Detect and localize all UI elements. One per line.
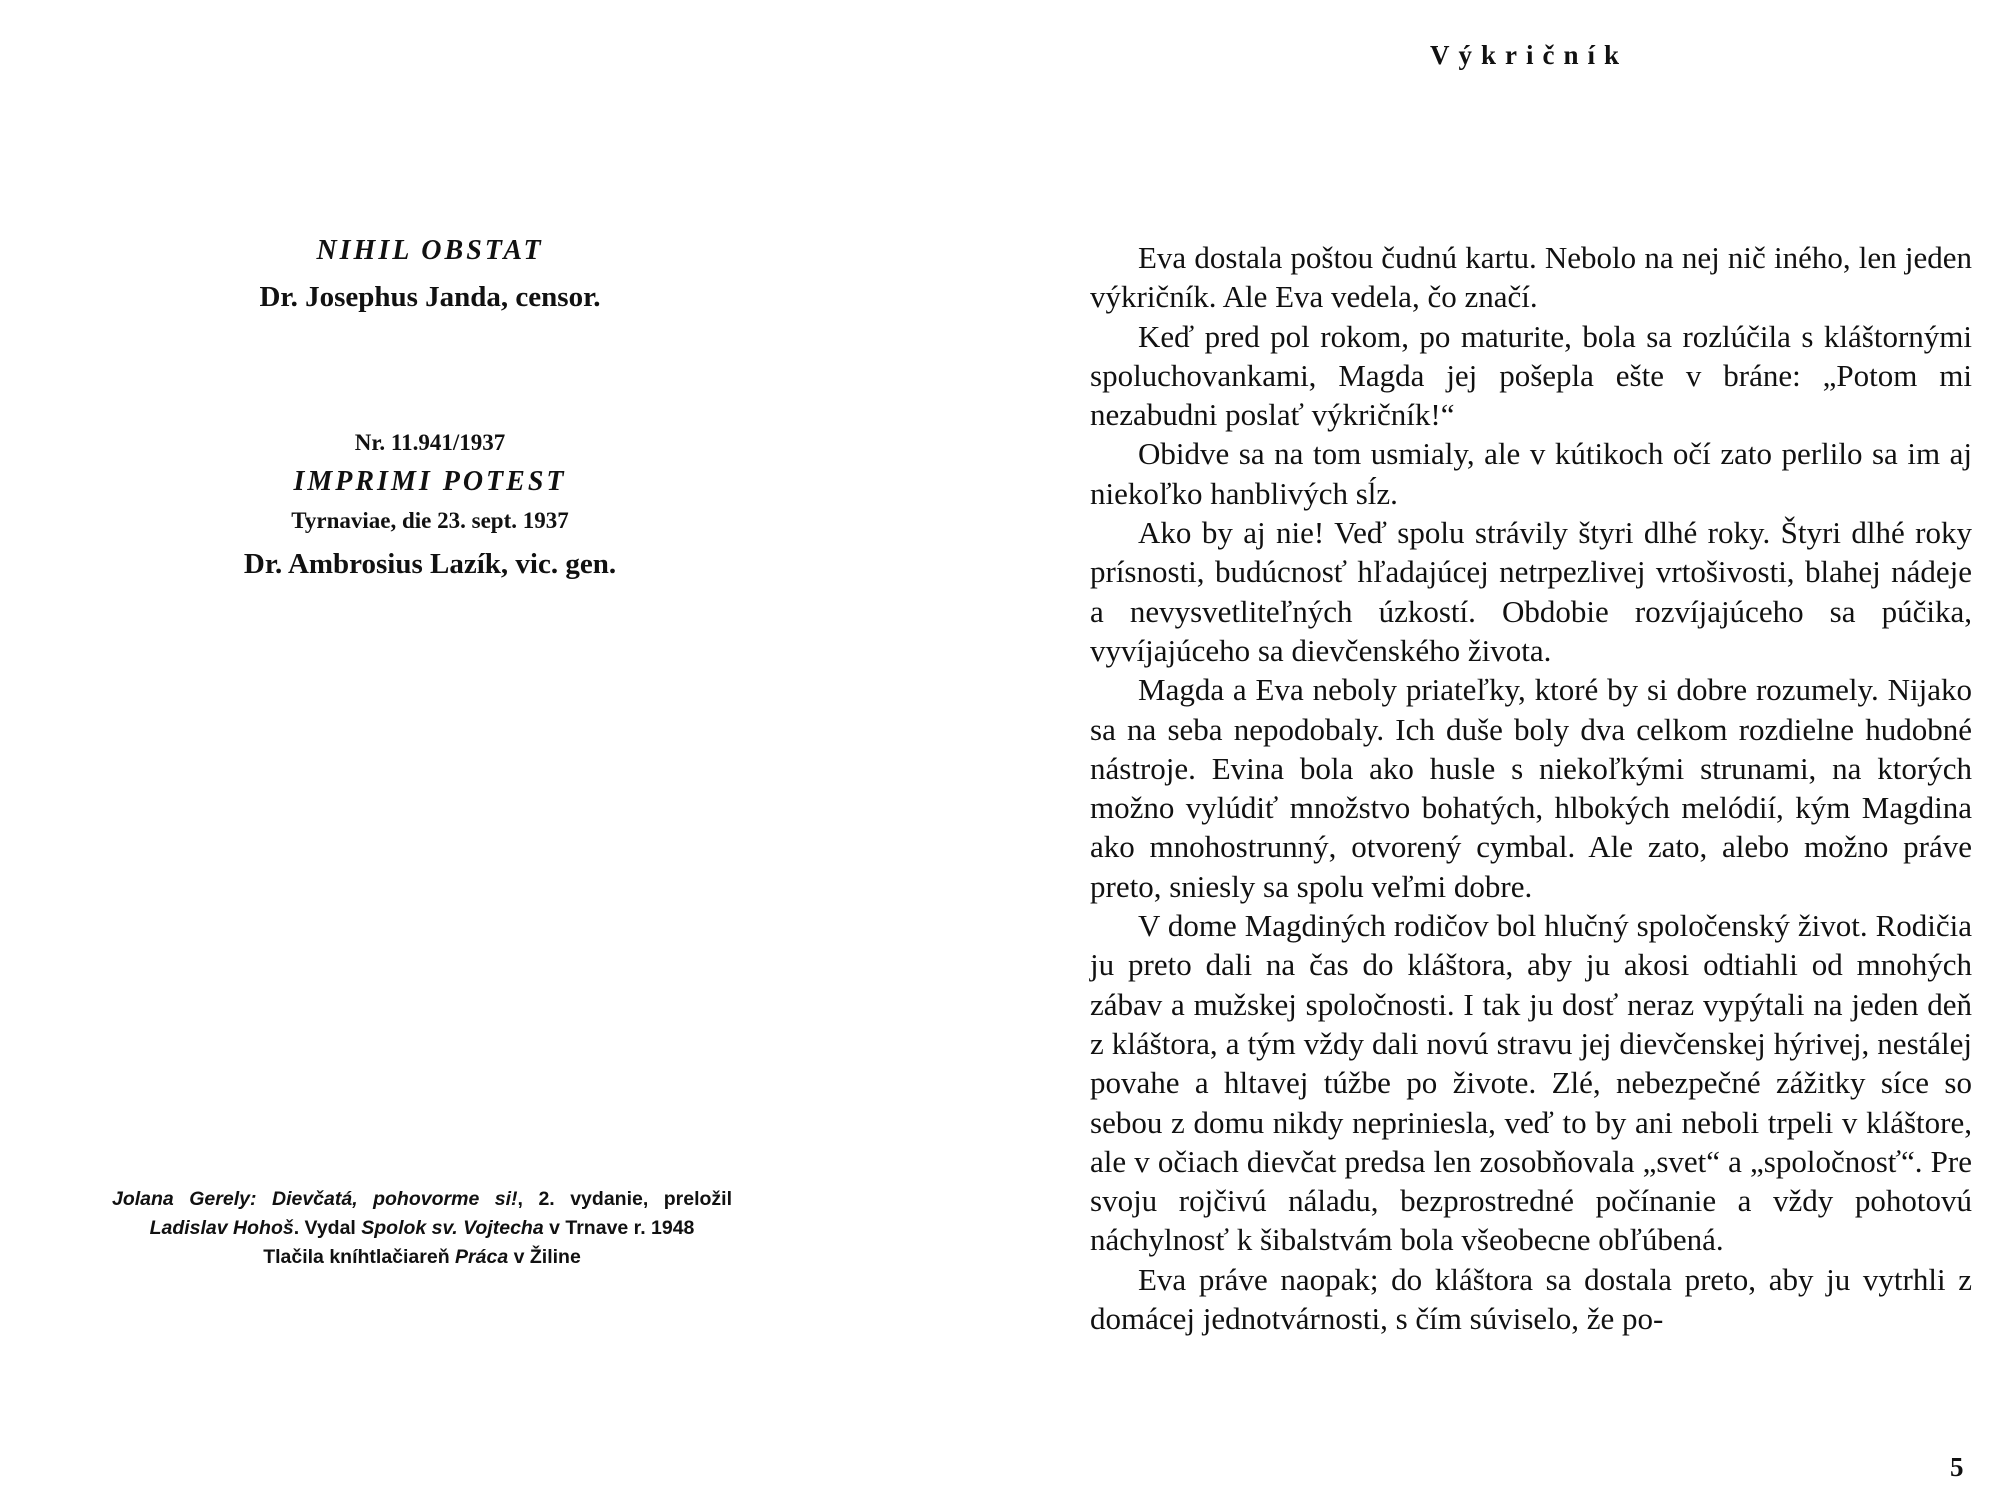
place-date-line: Tyrnaviae, die 23. sept. 1937 (291, 508, 569, 533)
paragraph: Eva práve naopak; do kláštora sa dostala preto, aby ju vytrhli z domácej jednotvárnosti, s čím súviselo, že po- (1090, 1261, 1972, 1337)
imprimi-potest-block (200, 430, 660, 581)
colophon-publisher: Spolok sv. Vojtecha (361, 1217, 544, 1239)
page-number: 5 (1950, 1452, 1964, 1482)
left-page (0, 0, 1000, 1500)
colophon-title: Dievčatá, pohovorme si! (271, 1188, 518, 1210)
running-head: Výkričník (1430, 40, 1629, 70)
colophon-publisher-post: v Trnave r. 1948 (549, 1217, 695, 1239)
colophon-publisher-pre: . Vydal (293, 1217, 356, 1239)
colophon-printer-pre: Tlačila kníhtlačiareň (263, 1246, 450, 1268)
colophon-author: Jolana Gerely: (112, 1188, 257, 1210)
colophon-edition: , 2. vydanie, preložil (517, 1188, 733, 1210)
right-page (1000, 0, 2012, 1500)
imprimi-potest-heading: IMPRIMI POTEST (293, 466, 567, 497)
nihil-obstat-block (200, 235, 660, 314)
paragraph: Keď pred pol rokom, po maturite, bola sa rozlúčila s kláštornými spoluchovankami, Magda jej pošepla ešte v bráne: „Potom mi nezabudni poslať výkričník!“ (1090, 318, 1972, 433)
colophon (112, 1185, 732, 1272)
censor-line: Dr. Josephus Janda, censor. (259, 281, 601, 313)
paragraph: V dome Magdiných rodičov bol hlučný spoločenský život. Rodičia ju preto dali na čas do kláštora, aby ju akosi odtiahli od mnohých zábav a mužskej spoločnosti. I tak ju dosť neraz vypýtali na jeden deň z kláštora, a tým vždy dali novú stravu jej dievčenskej hýrivej, nestálej povahe a hltavej túžbe po živote. Zlé, nebezpečné zážitky síce so sebou z domu nikdy nepriniesla, veď to by ani neboli trpeli v kláštore, ale v očiach dievčat predsa len zosobňovala „svet“ a „spoločnosť“. Pre svoju rojčivú náladu, bezprostredné počínanie a vždy pohotovú náchylnosť k šibalstvám bola všeobecne obľúbená. (1090, 908, 1972, 1258)
colophon-printer: Práca (455, 1246, 509, 1268)
story-text (1090, 238, 1972, 1338)
paragraph: Magda a Eva neboly priateľky, ktoré by si dobre rozumely. Nijako sa na seba nepodobaly. Ich duše boly dva celkom rozdielne hudobné nástroje. Evina bola ako husle s niekoľkými strunami, na ktorých možno vylúdiť množstvo bohatých, hlbokých melódií, kým Magdina ako mnohostrunný, otvorený cymbal. Ale zato, alebo možno práve preto, sniesly sa spolu veľmi dobre. (1090, 672, 1972, 904)
vicar-line: Dr. Ambrosius Lazík, vic. gen. (243, 548, 617, 580)
nihil-obstat-heading: NIHIL OBSTAT (316, 235, 544, 266)
colophon-printer-post: v Žiline (513, 1246, 581, 1268)
approval-number: Nr. 11.941/1937 (354, 430, 506, 455)
paragraph: Ako by aj nie! Veď spolu strávily štyri dlhé roky. Štyri dlhé roky prísnosti, budúcnosť hľadajúcej netrpezlivej vrtošivosti, blahej nádeje a nevysvetliteľných úzkostí. Obdobie rozvíjajúceho sa púčika, vyvíjajúceho sa dievčenského života. (1090, 515, 1972, 668)
paragraph: Eva dostala poštou čudnú kartu. Nebolo na nej nič iného, len jeden výkričník. Ale Eva vedela, čo značí. (1090, 240, 1972, 315)
colophon-translator: Ladislav Hohoš (149, 1217, 294, 1239)
paragraph: Obidve sa na tom usmialy, ale v kútikoch očí zato perlilo sa im aj niekoľko hanblivých sĺz. (1090, 436, 1972, 511)
